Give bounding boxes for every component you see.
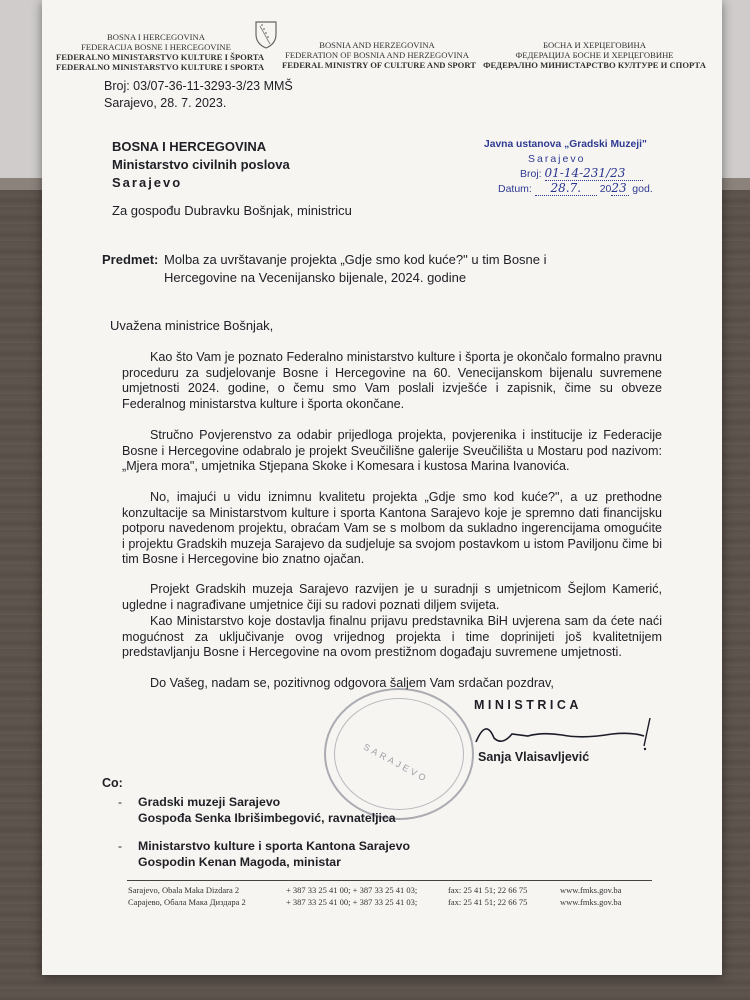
document-number: Broj: 03/07-36-11-3293-3/23 MMŠ: [104, 79, 293, 93]
cc-item-2-line-1: Ministarstvo kulture i sporta Kantona Sarajevo: [138, 839, 410, 853]
subject-label: Predmet:: [102, 252, 159, 267]
letterhead-right-line: ФЕДЕРАЛНО МИНИСТАРСТВО КУЛТУРЕ И СПОРТА: [483, 60, 706, 70]
receipt-stamp: [484, 138, 679, 204]
letterhead-right: [482, 40, 707, 70]
letterhead-left-line: FEDERACIJA BOSNE I HERCEGOVINE: [81, 42, 231, 52]
footer-web: www.fmks.gov.ba: [560, 885, 622, 895]
handwritten-signature: [472, 712, 672, 752]
salutation: Uvažena ministrice Bošnjak,: [110, 318, 274, 333]
footer-fax: fax: 25 41 51; 22 66 75: [448, 897, 528, 907]
recipient-country: BOSNA I HERCEGOVINA: [112, 139, 267, 154]
body-paragraph-2: Stručno Povjerenstvo za odabir prijedloga projekta, povjerenika i institucije iz Federacije Bosne i Hercegovine odabralo je projekt Sveučilišne galerije Sveučilišta u Mostaru pod nazivom: „Mjera mora", umjetnika Stjepana Skoke i Komesara i kustosa Marina Ivanovića.: [122, 428, 662, 473]
letterhead-left-line: FEDERALNO MINISTARSTVO KULTURE I ŠPORTA: [56, 52, 265, 62]
stamp-number-value: 01-14-231/23: [545, 166, 643, 181]
body-paragraph-5: Kao Ministarstvo koje dostavlja finalnu prijavu predstavnika BiH uvjerena sam da ćete naći mogućnost za uključivanje ovog vrijednog projekta i time doprinijeti još kvalitetnijem predstavljanju Bosne i Hercegovine na ovom prestižnom događaju suvremene umjetnosti.: [122, 614, 662, 659]
footer-phones: + 387 33 25 41 00; + 387 33 25 41 03;: [286, 897, 418, 907]
letterhead-center-line: BOSNIA AND HERZEGOVINA: [319, 40, 435, 50]
cc-item-1-line-2: Gospođa Senka Ibrišimbegović, ravnateljica: [138, 811, 396, 825]
footer-fax: fax: 25 41 51; 22 66 75: [448, 885, 528, 895]
letterhead-right-line: БОСНА И ХЕРЦЕГОВИНА: [543, 40, 646, 50]
body-paragraph-4: Projekt Gradskih muzeja Sarajevo razvijen je u suradnji s umjetnicom Šejlom Kamerić, ugledne i nagrađivane umjetnice čiji su radovi poznati diljem svijeta.: [122, 582, 662, 612]
footer-web: www.fmks.gov.ba: [560, 897, 622, 907]
coat-of-arms-icon: [250, 20, 282, 50]
letterhead-right-line: ФЕДЕРАЦИЈА БОСНЕ И ХЕРЦЕГОВИНЕ: [515, 50, 674, 60]
recipient-ministry: Ministarstvo civilnih poslova: [112, 157, 290, 172]
footer-phones: + 387 33 25 41 00; + 387 33 25 41 03;: [286, 885, 418, 895]
document-date: Sarajevo, 28. 7. 2023.: [104, 96, 227, 110]
letterhead-center-line: FEDERAL MINISTRY OF CULTURE AND SPORT: [282, 60, 476, 70]
stamp-date-value: 28.7.: [535, 181, 597, 196]
stamp-year-value: 23: [611, 181, 629, 196]
stamp-date-label: Datum:: [498, 183, 532, 195]
stamp-year-prefix: 20: [599, 183, 612, 195]
body-paragraph-1: Kao što Vam je poznato Federalno ministarstvo kulture i športa je okončalo formalno pravnu proceduru za sudjelovanje Bosne i Hercegovine na 60. Venecijanskom bijenalu suvremene umjetnosti 2024. godine, o čemu smo Vam poslali izvješće i zapisnik, čime su obveze Federalnog ministarstva kulture i športa okončane.: [122, 350, 662, 411]
body-paragraph-6: Do Vašeg, nadam se, pozitivnog odgovora šaljem Vam srdačan pozdrav,: [150, 676, 554, 690]
stamp-year-suffix: god.: [632, 183, 653, 195]
footer-address-latin: Sarajevo, Obala Maka Dizdara 2: [128, 885, 240, 895]
letterhead-left: [56, 32, 265, 72]
cc-bullet: -: [118, 839, 122, 853]
body-paragraph-3: No, imajući u vidu iznimnu kvalitetu projekta „Gdje smo kod kuće?", a uz prethodne konzultacije sa Ministarstvom kulture i sporta Kantona Sarajevo koje je spremno dati financijsku potporu navedenom projektu, obraćam Vam se s molbom da sukladno ingerencijama omogućite i projektu Gradskih muzeja Sarajevo da sudjeluje sa svojom postavkom u istom Paviljonu čime bi tim Bosne i Hercegovine bio znatno ojačan.: [122, 490, 662, 566]
letterhead-left-line: BOSNA I HERCEGOVINA: [107, 32, 205, 42]
attention-line: Za gospođu Dubravku Bošnjak, ministricu: [112, 203, 352, 218]
cc-item-2-line-2: Gospodin Kenan Magoda, ministar: [138, 855, 341, 869]
stamp-city: Sarajevo: [528, 153, 586, 165]
recipient-city: Sarajevo: [112, 175, 183, 190]
signature-name: Sanja Vlaisavljević: [478, 750, 590, 764]
official-seal-inner-ring: [334, 698, 464, 810]
footer-address-cyrillic: Сарајево, Обала Мака Диздара 2: [128, 897, 246, 907]
cc-bullet: -: [118, 795, 122, 809]
subject-line-2: Hercegovine na Vecenijansko bijenale, 2024. godine: [164, 270, 467, 285]
footer-rule: [127, 880, 652, 881]
letterhead-center-line: FEDERATION OF BOSNIA AND HERZEGOVINA: [285, 50, 469, 60]
letterhead-center: [282, 40, 476, 70]
letterhead-left-line: FEDERALNO MINISTARSTVO KULTURE I SPORTA: [56, 62, 265, 72]
signature-title: MINISTRICA: [474, 698, 582, 712]
stamp-number-label: Broj:: [520, 168, 542, 180]
seal-text: SARAJEVO: [361, 741, 431, 785]
subject-line-1: Molba za uvrštavanje projekta „Gdje smo kod kuće?" u tim Bosne i: [164, 252, 547, 267]
letter-sheet: [42, 0, 722, 975]
cc-item-1-line-1: Gradski muzeji Sarajevo: [138, 795, 281, 809]
cc-label: Co:: [102, 776, 123, 790]
stamp-institution: Javna ustanova „Gradski Muzeji": [484, 139, 647, 150]
